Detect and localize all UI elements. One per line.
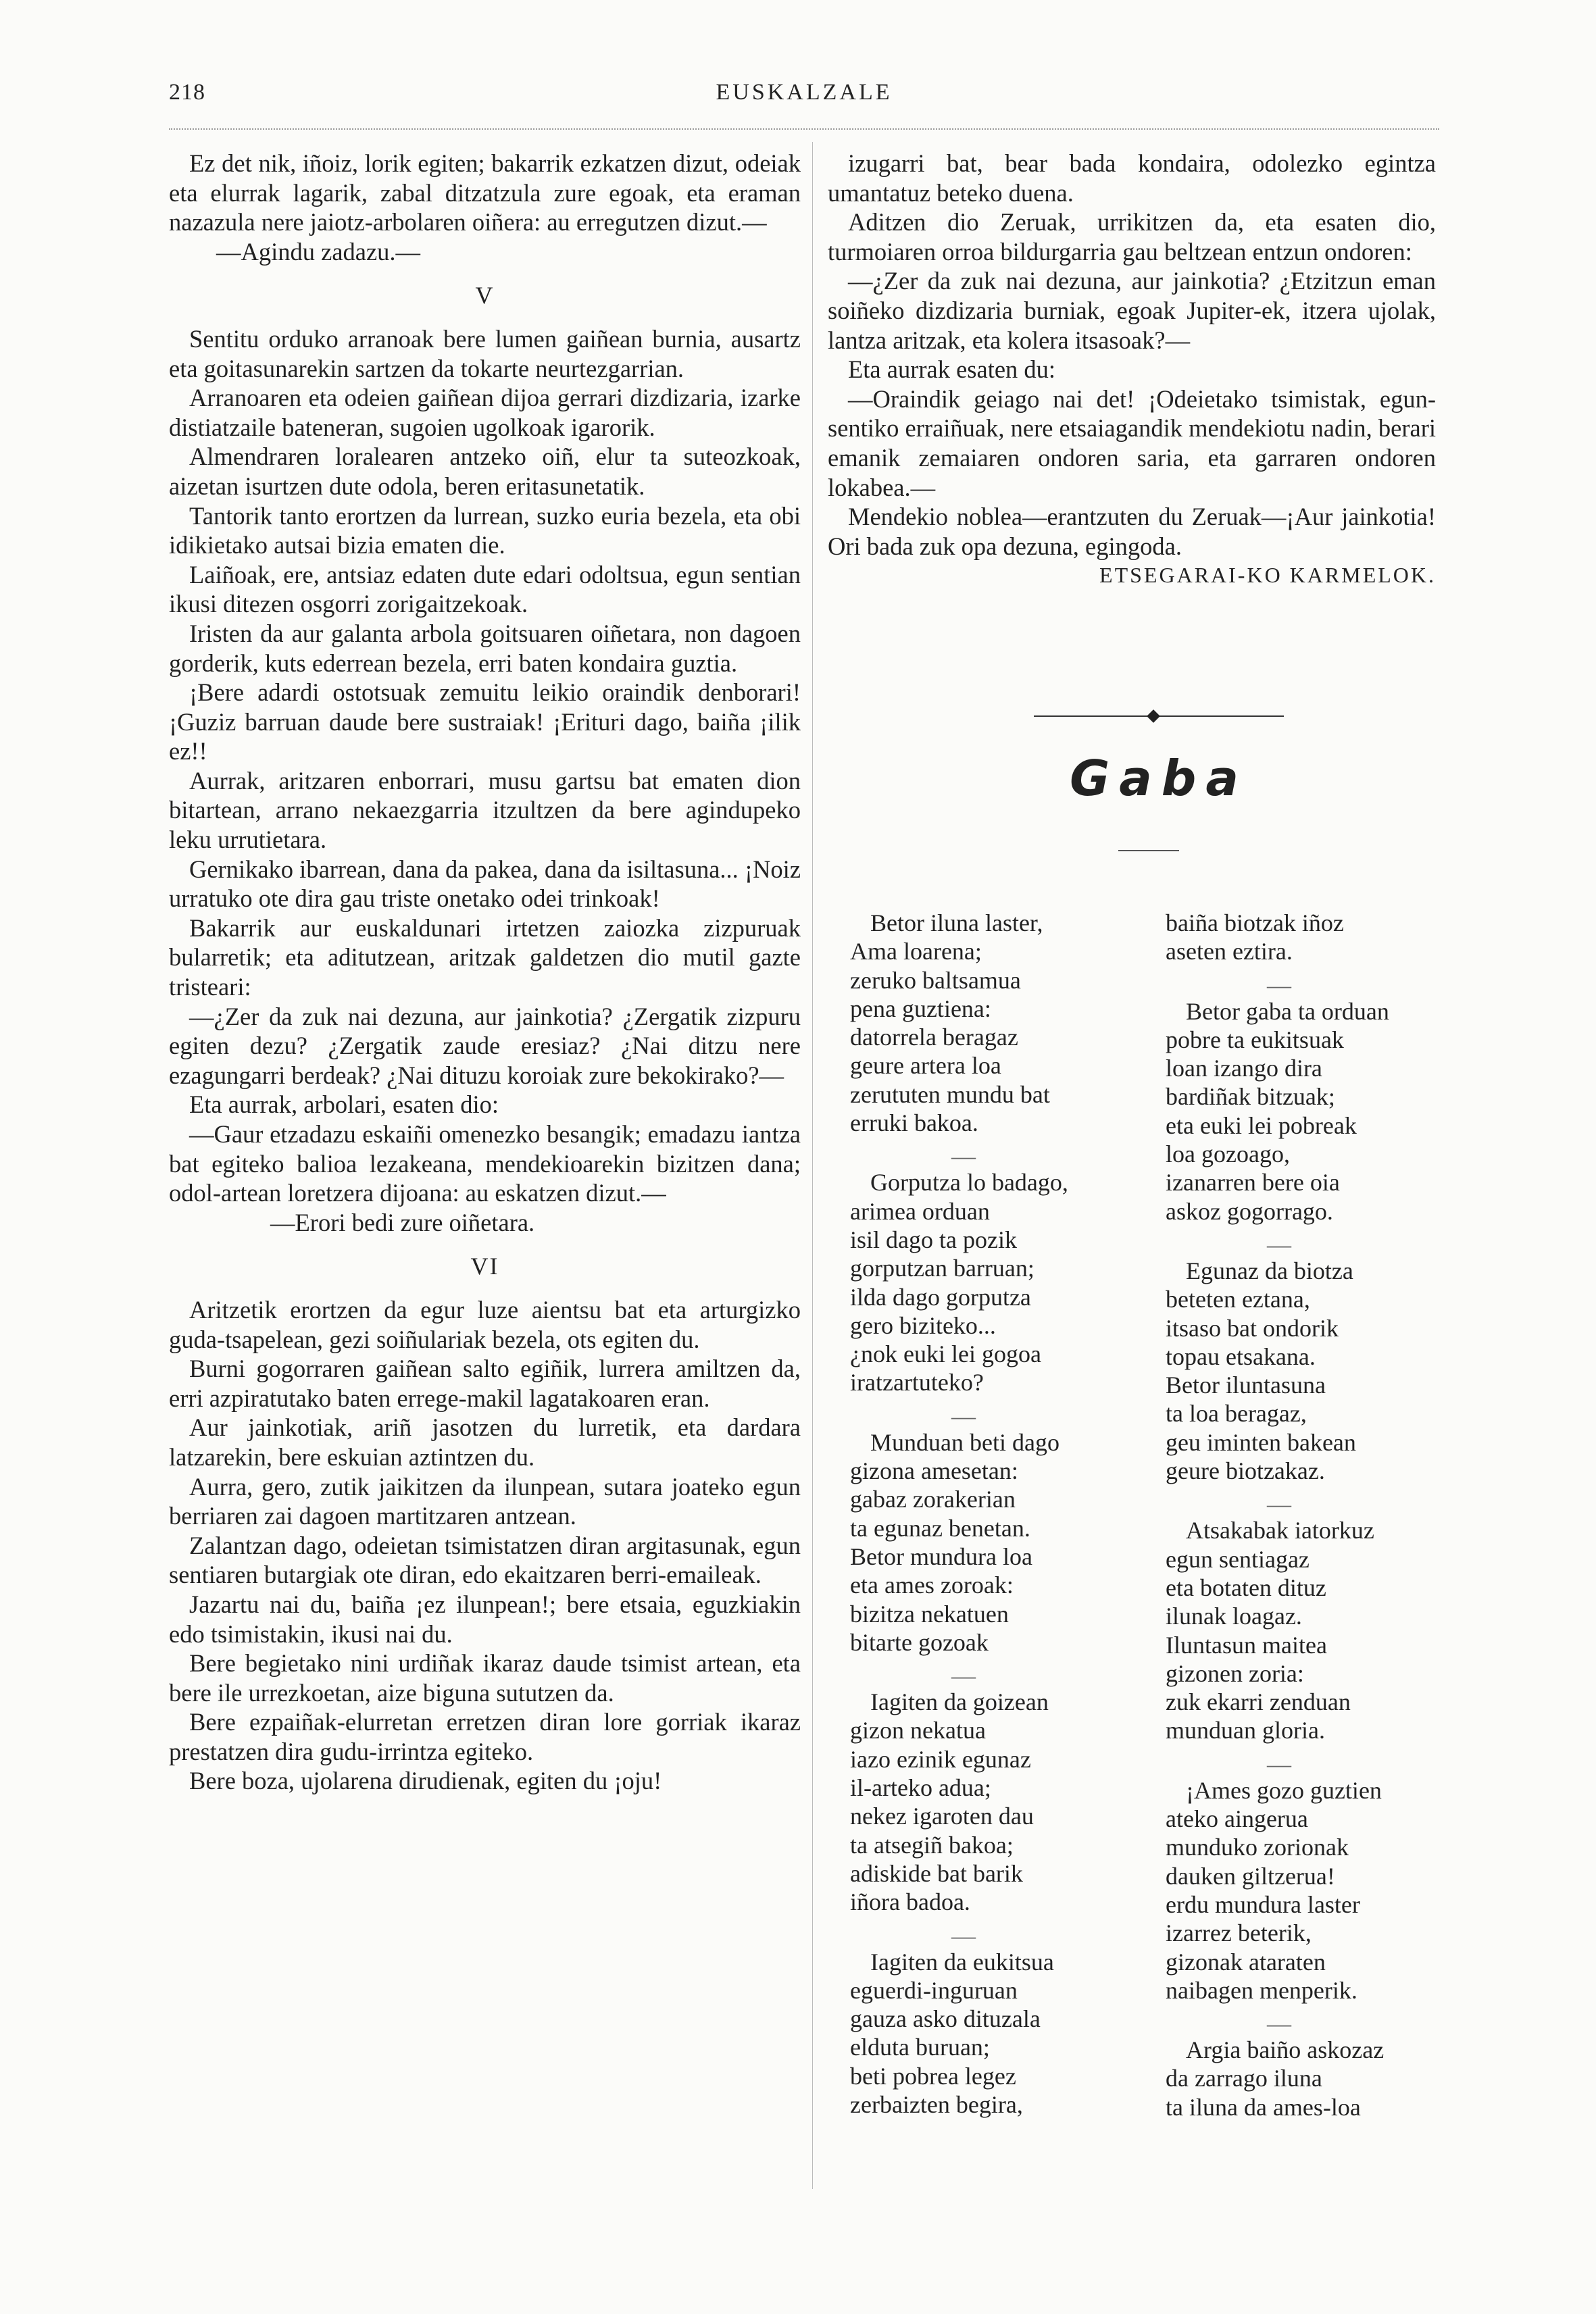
- poem-line: adiskide bat barik: [850, 1859, 1023, 1887]
- poem-line: Betor iluna laster,: [870, 909, 1043, 936]
- poem-line: gabaz zorakerian: [850, 1486, 1016, 1513]
- stanza: [1166, 1257, 1449, 1485]
- poem-line: ¿nok euki lei gogoa: [850, 1340, 1041, 1368]
- column-divider: [812, 142, 813, 2189]
- poem-line: datorrela beragaz: [850, 1024, 1018, 1051]
- poem-left-column: [850, 909, 1134, 2143]
- poem-line: eta botaten dituz: [1166, 1574, 1326, 1601]
- stanza-separator: —: [1267, 971, 1291, 999]
- poem-line: Ama loarena;: [850, 938, 982, 965]
- poem-line: beti pobrea legez: [850, 2062, 1016, 2090]
- paragraph: Sentitu orduko arranoak bere lumen gaiñean burnia, ausartz eta goitasunarekin sartzen da tokarte neurtezgarrian.: [169, 324, 801, 382]
- paragraph: Eta aurrak esaten du:: [848, 355, 1056, 384]
- poem-line: eguerdi-inguruan: [850, 1976, 1018, 2004]
- poem-line: eta euki lei pobreak: [1166, 1111, 1357, 1139]
- paragraph: Eta aurrak, arbolari, esaten dio:: [189, 1090, 499, 1119]
- ornamental-divider: [1034, 709, 1284, 723]
- poem-line: gizonen zoria:: [1166, 1659, 1304, 1687]
- poem-line: geure artera loa: [850, 1052, 1001, 1080]
- poem-line: izarrez beterik,: [1166, 1919, 1312, 1947]
- poem-line: itsaso bat ondorik: [1166, 1314, 1339, 1342]
- paragraph: —Oraindik geiago nai det! ¡Odeietako tsimistak, egun-sentiko erraiñuak, nere etsaiagandik mendekiotu nadin, berari emanik zemaiaren ondoren saria, eta garraren ondoren lokabea.—: [828, 384, 1436, 501]
- poem-line: egun sentiagaz: [1166, 1545, 1310, 1573]
- paragraph: Aur jainkotiak, ariñ jasotzen du lurretik, eta dardara latzarekin, bere eskuian aztintzen du.: [169, 1413, 801, 1471]
- page-number: 218: [169, 80, 205, 105]
- stanza: [850, 1168, 1134, 1397]
- stanza-separator: —: [951, 1662, 976, 1690]
- stanza-separator: —: [951, 1402, 976, 1430]
- poem-line: ilda dago gorputza: [850, 1283, 1031, 1311]
- poem-line: ta iluna da ames-loa: [1166, 2093, 1361, 2121]
- poem-line: ateko aingerua: [1166, 1805, 1308, 1833]
- poem-line: loa gozoago,: [1166, 1140, 1290, 1168]
- poem-title: Gaba: [1070, 750, 1248, 807]
- poem-line: il-arteko adua;: [850, 1774, 991, 1802]
- paragraph: —Gaur etzadazu eskaiñi omenezko besangik; emadazu iantza bat egiteko balioa lezakeana, mendekioarekin bizitzen dana; odol-artean loretzera dijoana: au eskatzen dizut.—: [169, 1120, 801, 1207]
- poem-line: Munduan beti dago: [870, 1428, 1059, 1456]
- poem-line: Atsakabak iatorkuz: [1186, 1517, 1374, 1544]
- poem-line: dauken giltzerua!: [1166, 1862, 1335, 1890]
- stanza: [850, 909, 1134, 1137]
- section-heading-vi: VI: [470, 1253, 499, 1280]
- poem-line: beteten eztana,: [1166, 1286, 1310, 1313]
- paragraph: Iristen da aur galanta arbola goitsuaren oiñetara, non dagoen gorderik, kuts ederrean bezela, erri baten kondaira guztia.: [169, 619, 801, 677]
- poem-line: elduta buruan;: [850, 2034, 990, 2061]
- poem-line: bitarte gozoak: [850, 1628, 989, 1656]
- paragraph: Almendraren loralearen antzeko oiñ, elur ta suteozkoak, aizetan isurtzen dute odola, beren eritasunetatik.: [169, 443, 801, 500]
- poem-line: Egunaz da biotza: [1186, 1257, 1353, 1284]
- stanza: [1166, 1776, 1449, 2005]
- poem-line: arimea orduan: [850, 1197, 990, 1225]
- poem-line: zerututen mundu bat: [850, 1080, 1050, 1108]
- stanza-separator: —: [1267, 1490, 1291, 1518]
- paragraph: Aurrak, aritzaren enborrari, musu gartsu bat ematen dion bitartean, arrano nekaezgarria itzultzen da bere agindupeko leku urrutietara.: [169, 766, 801, 854]
- stanza-separator: —: [1267, 1230, 1291, 1258]
- poem-line: Betor mundura loa: [850, 1542, 1032, 1570]
- poem-line: gizonak ataraten: [1166, 1948, 1326, 1976]
- poem-line: gizon nekatua: [850, 1717, 986, 1744]
- ornament-diamond-icon: [1147, 709, 1160, 723]
- poem-line: pobre ta eukitsuak: [1166, 1026, 1344, 1053]
- poem-line: zeruko baltsamua: [850, 966, 1021, 994]
- header-divider: [169, 128, 1439, 130]
- poem-line: gorputzan barruan;: [850, 1255, 1034, 1282]
- poem-title-rule: [1118, 850, 1179, 851]
- paragraph: Aritzetik erortzen da egur luze aientsu bat eta arturgizko guda-tsapelean, gezi soiñulariak bezela, ots egiten du.: [169, 1295, 801, 1353]
- paragraph: —¿Zer da zuk nai dezuna, aur jainkotia? ¿Zergatik zizpuru egiten dezu? ¿Zergatik zaude eresiaz? ¿Nai ditzu nere ezagungarri berdeak? ¿Nai dituzu koroiak zure bekokirako?—: [169, 1002, 801, 1089]
- paragraph: Gernikako ibarrean, dana da pakea, dana da isiltasuna... ¡Noiz urratuko ote dira gau triste onetako odei trinkoak!: [169, 855, 801, 913]
- stanza: [1166, 1516, 1449, 1744]
- left-column: [169, 149, 801, 1796]
- paragraph: —¿Zer da zuk nai dezuna, aur jainkotia? ¿Etzitzun eman soiñeko dizdizaria burniak, egoak Jupiter-ek, itzera ujolak, lantza aritzak, eta kolera itsasoak?—: [828, 267, 1436, 354]
- poem-line: geu iminten bakean: [1166, 1428, 1356, 1456]
- stanza: [1166, 2036, 1449, 2121]
- paragraph: Bere boza, ujolarena dirudienak, egiten du ¡oju!: [189, 1767, 662, 1795]
- paragraph: Mendekio noblea—erantzuten du Zeruak—¡Aur jainkotia! Ori bada zuk opa dezuna, egingoda.: [828, 503, 1436, 560]
- poem-line: erruki bakoa.: [850, 1109, 978, 1137]
- stanza: [850, 1428, 1134, 1657]
- poem-line: aseten eztira.: [1166, 938, 1293, 965]
- poem-line: gauza asko dituzala: [850, 2005, 1041, 2033]
- stanza-separator: —: [951, 1142, 976, 1170]
- poem-line: Iluntasun maitea: [1166, 1631, 1327, 1659]
- poem-line: loan izango dira: [1166, 1055, 1322, 1082]
- stanza-separator: —: [1267, 1750, 1291, 1778]
- poem-line: naibagen menperik.: [1166, 1976, 1357, 2004]
- poem-line: ta loa beragaz,: [1166, 1400, 1307, 1428]
- poem-line: bizitza nekatuen: [850, 1600, 1009, 1628]
- poem-line: gero biziteko...: [850, 1311, 996, 1339]
- poem-line: zuk ekarri zenduan: [1166, 1688, 1351, 1716]
- poem-line: baiña biotzak iñoz: [1166, 909, 1344, 936]
- poem-line: gizona amesetan:: [850, 1457, 1018, 1485]
- stanza: [850, 1948, 1134, 2119]
- poem-line: topau etsakana.: [1166, 1342, 1316, 1370]
- running-title: EUSKALZALE: [716, 80, 893, 105]
- poem-line: eta ames zoroak:: [850, 1571, 1014, 1599]
- poem-line: nekez igaroten dau: [850, 1803, 1034, 1830]
- paragraph: Bere ezpaiñak-elurretan erretzen diran lore gorriak ikaraz prestatzen dira gudu-irrintza egiteko.: [169, 1708, 801, 1765]
- stanza: [850, 1688, 1134, 1916]
- poem-line: bardiñak bitzuak;: [1166, 1083, 1335, 1111]
- poem-line: askoz gogorrago.: [1166, 1197, 1333, 1225]
- section-heading-v: V: [475, 282, 495, 309]
- poem-line: erdu mundura laster: [1166, 1890, 1360, 1918]
- poem-line: isil dago ta pozik: [850, 1226, 1017, 1253]
- paragraph: Tantorik tanto erortzen da lurrean, suzko euria bezela, eta obi idikietako autsai bizia ematen die.: [169, 501, 801, 559]
- stanza: [1166, 997, 1449, 1226]
- poem-line: iazo ezinik egunaz: [850, 1745, 1031, 1773]
- stanza-separator: —: [1267, 2010, 1291, 2038]
- paragraph: Aditzen dio Zeruak, urrikitzen da, eta esaten dio, turmoiaren orroa bildurgarria gau beltzean entzun ondoren:: [828, 208, 1436, 266]
- poem-line: iñora badoa.: [850, 1888, 970, 1916]
- poem-line: geure biotzakaz.: [1166, 1457, 1325, 1485]
- poem-line: ¡Ames gozo guztien: [1186, 1776, 1382, 1804]
- poem-line: munduko zorionak: [1166, 1834, 1349, 1861]
- poem-line: Iagiten da goizean: [870, 1688, 1049, 1716]
- right-column: [828, 149, 1436, 590]
- paragraph: Aurra, gero, zutik jaikitzen da ilunpean, sutara joateko egun berriaren zai dagoen martitzaren antzean.: [169, 1472, 801, 1530]
- poem-line: izanarren bere oia: [1166, 1169, 1340, 1197]
- paragraph: ¡Bere adardi ostotsuak zemuitu leikio oraindik denborari! ¡Guziz barruan daude bere sustraiak! ¡Erituri dago, baiña ¡ilik ez!!: [169, 678, 801, 765]
- paragraph: Bere begietako nini urdiñak ikaraz daude tsimist artean, eta bere ile urrezkoetan, aize biguna sututzen da.: [169, 1649, 801, 1707]
- poem-right-column: [1166, 909, 1449, 2146]
- poem-line: iratzartuteko?: [850, 1369, 984, 1397]
- paragraph: Arranoaren eta odeien gaiñean dijoa gerrari dizdizaria, izarke distiatzaile bateneran, sugoien ugolkoak igarorik.: [169, 384, 801, 441]
- paragraph: —Erori bedi zure oiñetara.: [270, 1208, 535, 1236]
- stanza: [1166, 909, 1449, 966]
- paragraph: Burni gogorraren gaiñean salto egiñik, lurrera amiltzen da, erri azpiratutako baten errege-makil lagatakoaren eran.: [169, 1355, 801, 1412]
- poem-line: Gorputza lo badago,: [870, 1169, 1068, 1197]
- section-vi-body: [169, 1295, 801, 1796]
- poem-line: pena guztiena:: [850, 995, 991, 1022]
- poem-line: ta atsegiñ bakoa;: [850, 1831, 1014, 1859]
- poem-line: zerbaizten begira,: [850, 2090, 1023, 2118]
- poem-line: ilunak loagaz.: [1166, 1603, 1302, 1630]
- paragraph: Bakarrik aur euskaldunari irtetzen zaiozka zizpuruak bularretik; eta aditutzean, aritzak galdetzen dio mutil gazte tristeari:: [169, 913, 801, 1001]
- page-header: [169, 80, 1439, 120]
- poem-line: Iagiten da eukitsua: [870, 1948, 1054, 1976]
- paragraph: Zalantzan dago, odeietan tsimistatzen diran argitasunak, egun sentiaren butargiak ote diran, edo ekaitzaren berri-emaileak.: [169, 1531, 801, 1589]
- paragraph: izugarri bat, bear bada kondaira, odolezko egintza umantatuz beteko duena.: [828, 149, 1436, 207]
- section-v-body: [169, 324, 801, 1208]
- poem-line: da zarrago iluna: [1166, 2065, 1322, 2092]
- poem-line: Argia baiño askozaz: [1186, 2036, 1385, 2064]
- signature: ETSEGARAI-KO KARMELOK.: [1099, 563, 1436, 588]
- paragraph: Ez det nik, iñoiz, lorik egiten; bakarrik ezkatzen dizut, odeiak eta elurrak lagarik, zabal ditzatzula zure egoak, eta eraman nazazula nere jaiotz-arbolaren oiñera: au erregutzen dizut.—: [169, 149, 801, 236]
- poem-line: munduan gloria.: [1166, 1717, 1325, 1744]
- paragraph: —Agindu zadazu.—: [216, 237, 421, 266]
- poem-line: Betor gaba ta orduan: [1186, 997, 1389, 1025]
- paragraph: Jazartu nai du, baiña ¡ez ilunpean!; bere etsaia, eguzkiakin edo tsimistakin, ikusi nai du.: [169, 1590, 801, 1648]
- poem-line: ta egunaz benetan.: [850, 1514, 1030, 1542]
- right-column-body: [828, 149, 1436, 561]
- paragraph: Laiñoak, ere, antsiaz edaten dute edari odoltsua, egun sentian ikusi ditezen osgorri zorigaitzekoak.: [169, 560, 801, 618]
- stanza-separator: —: [951, 1921, 976, 1949]
- poem-line: Betor iluntasuna: [1166, 1372, 1326, 1399]
